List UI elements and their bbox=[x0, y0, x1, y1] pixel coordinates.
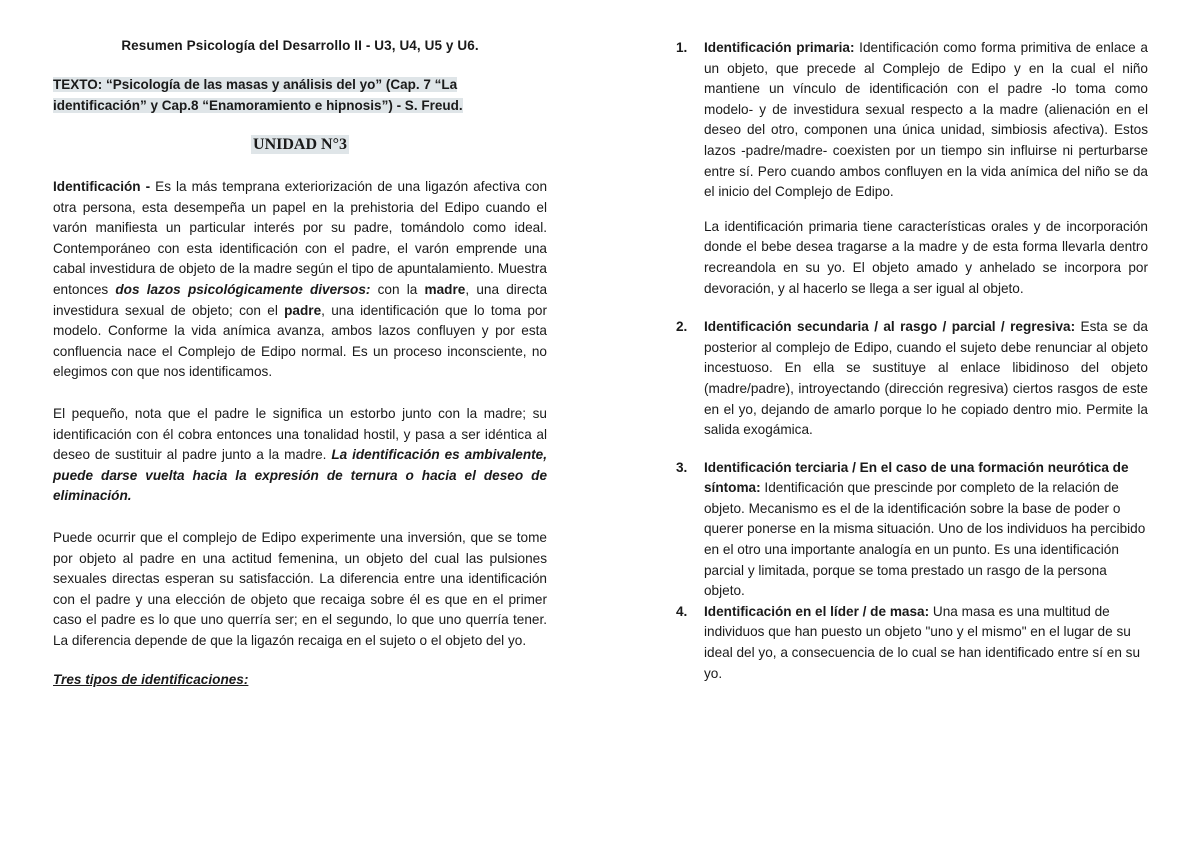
list-item-text bbox=[704, 602, 1148, 684]
term-madre: madre bbox=[424, 281, 466, 297]
unit-heading: UNIDAD N°3 bbox=[253, 136, 347, 153]
list-item-body: Una masa es una multitud de individuos que han puesto un objeto "uno y el mismo" en el lugar de su ideal del yo, a consecuencia de lo cual se han identificado entre sí en su yo. bbox=[704, 603, 1141, 681]
list-item bbox=[676, 317, 1148, 441]
paragraph-text: Es la más temprana exteriorización de una ligazón afectiva con otra persona, esta desempeña un papel en la prehistoria del Edipo cuando el varón manifiesta un particular interés por su padre, tomándolo como ideal. Contemporáneo con esta identificación con el padre, el varón emprende una cabal investidura de objeto de la madre según el tipo de apuntalamiento. Muestra entonces bbox=[53, 179, 548, 297]
list-item bbox=[676, 458, 1148, 602]
list-item-term: Identificación secundaria / al rasgo / parcial / regresiva: bbox=[704, 319, 1076, 335]
term-identificacion: Identificación - bbox=[53, 179, 151, 194]
identification-types-list bbox=[676, 38, 1148, 684]
paragraph-text: , una identificación que lo toma por modelo. Conforme la vida anímica avanza, ambos lazos confluyen y por esta confluencia nace el Complejo de Edipo normal. Es un proceso inconsciente, no elegimos con que nos identificamos. bbox=[53, 302, 547, 380]
paragraph-identificacion bbox=[53, 177, 547, 383]
list-item-extra: La identificación primaria tiene características orales y de incorporación donde el bebe desea tragarse a la madre y de esta forma llevarla dentro recreandola en su yo. El objeto amado y anhelado se incorpora por devoración, y al hacerlo se llega a ser igual al objeto. bbox=[704, 218, 1148, 296]
unit-heading-wrap bbox=[53, 136, 547, 154]
emphasis-ambivalente: La identificación es ambivalente, puede darse vuelta hacia la expresión de ternura o hacia el deseo de eliminación. bbox=[53, 447, 547, 504]
left-column bbox=[53, 38, 547, 687]
paragraph-pequeno bbox=[53, 404, 547, 507]
list-item-text bbox=[704, 458, 1148, 602]
list-item bbox=[676, 38, 1148, 299]
list-number: 4. bbox=[676, 603, 688, 619]
source-reference-text: TEXTO: “Psicología de las masas y análisis del yo” (Cap. 7 “La identificación” y Cap.8 “Enamoramiento e hipnosis”) - S. Freud. bbox=[53, 77, 463, 113]
emphasis-dos-lazos: dos lazos psicológicamente diversos: bbox=[115, 281, 371, 297]
list-item-text bbox=[704, 38, 1148, 203]
list-item-body: Identificación que prescinde por completo de la relación de objeto. Mecanismo es el de la identificación sobre la base de poder o querer ponerse en la misma situación. Uno de los individuos ha percibido en el otro una importante analogía en un punto. Es una identificación parcial y limitada, porque se toma prestado un rasgo de la persona objeto. bbox=[704, 480, 1146, 599]
right-column bbox=[676, 38, 1148, 684]
paragraph-text: El pequeño, nota que el padre le significa un estorbo junto con la madre; su identificación con él cobra entonces una tonalidad hostil, y pasa a ser idéntica al deseo de sustituir al padre junto a la madre. bbox=[53, 405, 547, 463]
list-number: 2. bbox=[676, 319, 688, 335]
list-item-text bbox=[704, 317, 1148, 441]
source-reference bbox=[53, 75, 547, 116]
list-item-term: Identificación en el líder / de masa: bbox=[704, 603, 930, 619]
list-item-body: Identificación como forma primitiva de enlace a un objeto, que precede al Complejo de Edipo y en la cual el niño mantiene un vínculo de identificación con el padre -lo toma como modelo- y de investidura sexual respecto a la madre (alienación en el deseo del otro, componen una única unidad, simbiosis afectiva). Estos lazos -padre/madre- coexisten por un tiempo sin influirse ni perturbarse entre sí. Pero cuando ambos confluyen en la vida anímica del niño se da el inicio del Complejo de Edipo. bbox=[704, 40, 1148, 200]
document-title: Resumen Psicología del Desarrollo II - U3, U4, U5 y U6. bbox=[121, 38, 479, 53]
list-item-term: Identificación primaria: bbox=[704, 40, 855, 55]
section-heading-tres-tipos: Tres tipos de identificaciones: bbox=[53, 672, 249, 688]
list-item-body: Esta se da posterior al complejo de Edipo, cuando el sujeto debe renunciar al objeto incestuoso. En ella se sustituye al enlace libidinoso del objeto (madre/padre), introyectando (dirección regresiva) ciertos rasgos de este en el yo, dejando de amarlo porque lo he copiado dentro mio. Permite la salida exogámica. bbox=[704, 319, 1148, 438]
list-number: 3. bbox=[676, 459, 688, 475]
paragraph-text: con la bbox=[370, 281, 425, 297]
list-item-term: Identificación terciaria / En el caso de una formación neurótica de síntoma: bbox=[704, 459, 1129, 496]
paragraph-inversion: Puede ocurrir que el complejo de Edipo experimente una inversión, que se tome por objeto al padre en una actitud femenina, un objeto del cual las pulsiones sexuales directas esperan su satisfacción. La diferencia entre una identificación con el padre y una elección de objeto que recaiga sobre él es que en el primer caso el padre es lo que uno querría ser; en el segundo, lo que uno querría tener. La diferencia depende de que la ligazón recaiga en el sujeto o el objeto del yo. bbox=[53, 529, 547, 648]
list-number: 1. bbox=[676, 40, 688, 55]
list-item bbox=[676, 602, 1148, 684]
term-padre: padre bbox=[284, 302, 322, 318]
paragraph-text: , una directa investidura sexual de objeto; con el bbox=[53, 281, 548, 318]
